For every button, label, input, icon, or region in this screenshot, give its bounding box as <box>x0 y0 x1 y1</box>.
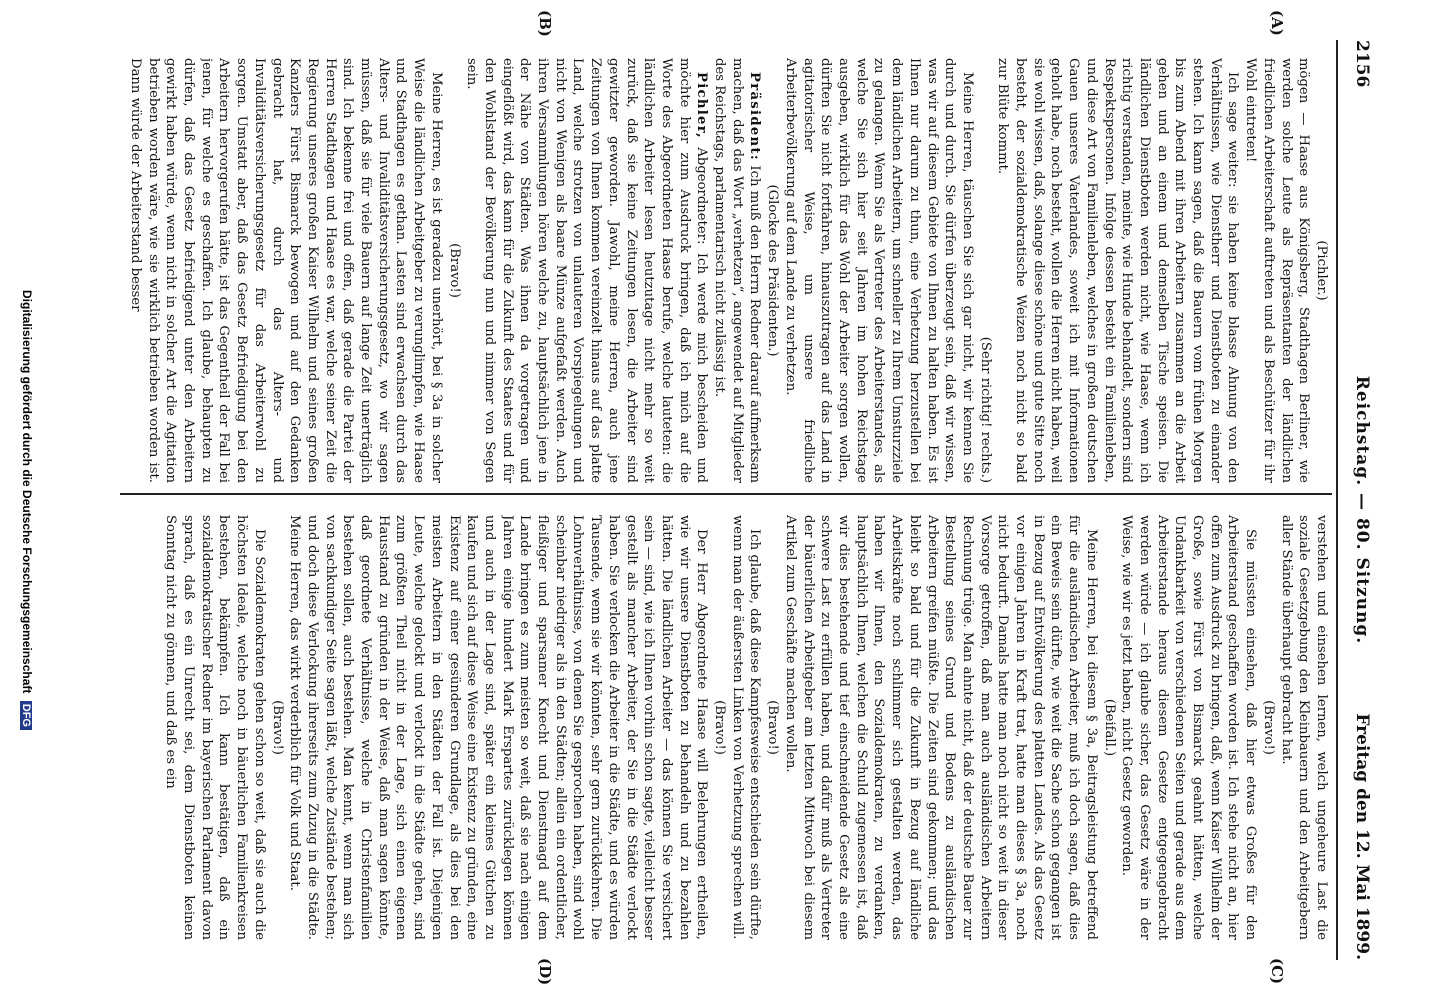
reaction: (Beifall.) <box>1101 698 1117 757</box>
reaction: (Bravo!) <box>712 700 728 755</box>
paragraph: verstehen und einsehen lernen, welch ungeheure Last die soziale Gesetzgebung den Kleinbauern und den Arbeitgebern aller Stände überhaupt gebracht hat. <box>1278 515 1329 940</box>
margin-marker-d: (D) <box>536 958 554 986</box>
reaction: (Bravo!) <box>269 700 285 755</box>
margin-marker-a: (A) <box>1268 10 1286 36</box>
digitization-credit <box>20 160 34 860</box>
margin-marker-b: (B) <box>536 10 554 37</box>
reaction: (Sehr richtig! rechts.) <box>977 336 993 483</box>
paragraph: Der Herr Abgeordnete Haase will Belehrungen ertheilen, wie wir unsere Dienstboten zu behandeln und zu bezahlen hätten. Die ländlichen Arbeiter — das können Sie versichert sein — sind, wie ich Ihnen vorhin schon sagte, vielleicht besser gestellt als mancher Arbeiter, der Sie in die Städte verlockt haben. Sie verlocken die Arbeiter in die Städte, und es würden Tausende, wenn sie wir könnten, sehr gern zurückkehren. Die Lohnverhältnisse, von denen Sie gesprochen haben, sind wohl scheinbar niedriger als in den Städten; allein ein ordentlicher, fleißiger und sparsamer Knecht und Dienstmagd auf dem Lande bringen es zum meisten so weit, daß sie nach einigen Jahren einige hundert Mark Erspartes zurücklegen können und auch in der Lage sind, später ein kleines Gütchen zu kaufen und sich auf diese Weise eine Existenz zu gründen, eine Existenz auf einer gesünderen Grundlage, als dies bei den meisten Arbeitern in den Städten der Fall ist. Diejenigen Leute, welche gelockt und verlockt in die Städte gehen, sind zum größten Theil nicht in der Lage, sich einen eigenen Hausstand zu gründen in der Weise, daß man sagen könnte, daß geordnete Verhältnisse, welche in Christenfamilien bestehen sollen, auch bestehen. Man kennt, wenn man sich von sachkundiger Seite sagen läßt, welche Zustände bestehen; und doch diese Verlockung ihrerseits zum Zuzug in die Städte. Meine Herren, das wirkt verderblich für Volk und Staat. <box>287 515 710 940</box>
reaction: (Bravo!) <box>765 700 781 755</box>
paragraph: Pichler, Abgeordneter: Ich werde mich bescheiden und möchte hier zum Ausdruck bringen, daß ich mich auf die Worte des Abgeordneten Haase berufe, welche lauteten: die ländlichen Arbeiter lesen heutzutage nicht mehr so weit zurück, daß sie keine Zeitungen lesen, die Arbeiter sind gewitzter geworden. Jawohl, meine Herren, auch jene Zeitungen von Ihnen kommen vereinzelt hinaus auf das platte Land, welche strotzen von unlauteren Vorspiegelungen und nicht von Wenigen als baare Münze aufgefaßt werden. Auch ihren Versammlungen hören welche zu, hauptsächlich jene in der Nähe von Städten. Was ihnen da vorgetragen und eingeflößt wird, das kann für die Zukunft des Staates und für den Wohlstand der Bevölkerung nun und nimmer von Segen sein. <box>464 58 710 483</box>
paragraph: Die Sozialdemokraten gehen schon so weit, daß sie auch die höchsten Ideale, welche noch in bäuerlichen Familienkreisen bestehen, bekämpfen. Ich kann bestätigen, daß ein sozialdemokratischer Redner im bayerischen Parlament davon sprach, daß es ein Unrecht sei, dem Dienstboten keinen Sonntag nicht zu gönnen, und daß es ein <box>163 515 267 940</box>
paragraph: Meine Herren, täuschen Sie sich gar nicht, wir kennen Sie durch und durch. Sie dürfen überzeugt sein, daß wir wissen, was wir auf diesem Gebiete von Ihnen zu halten haben. Es ist Ihnen nur darum zu thun, eine Verhetzung herzustellen bei dem ländlichen Arbeitern, um schneller zu Ihrem Umsturzziele zu gelangen. Wenn Sie als Vertreter des Arbeiterstandes, als welche Sie sich hier seit Jahren im hohen Reichstage ausgeben, wirklich für das Wohl der Arbeiter sorgen wollen, dürften Sie nicht fortfahren, hinauszutragen auf das Land in agitatorischer Weise, um unsere friedliche Arbeiterbevölkerung auf dem Lande zu verhetzen. <box>782 58 975 483</box>
credit-text: Digitalisierung gefördert durch die Deutsche Forschungsgemeinschaft <box>20 290 34 694</box>
page-header <box>1348 40 1378 960</box>
left-column <box>120 58 1330 483</box>
paragraph: Präsident: Ich muß den Herrn Redner darauf aufmerksam machen, daß das Wort „verhetzen“, angewendet auf Mitglieder des Reichstags, parlamentarisch nicht zulässig ist. <box>712 58 763 483</box>
page-number: 2156 <box>1352 40 1372 88</box>
page-title: Reichstag. — 80. Sitzung. <box>1352 375 1372 645</box>
speaker-label: (Pichler.) <box>1314 240 1329 301</box>
right-column <box>120 515 1330 940</box>
paragraph: Ich sage weiter: sie haben keine blasse Ahnung von den Verhältnissen, wie Dienstherr und Dienstboten zu einander stehen. Ich kann sagen, daß die Bauern vom frühen Morgen bis zum Abend mit ihren Arbeitern zusammen an die Arbeit gehen und an einem und demselben Tische speisen. Die ländlichen Dienstboten werden nicht, wie Haase, wenn ich richtig verstanden, meinte, wie Hunde behandelt, sondern sind Respektspersonen. Infolge dessen besteht ein Familienleben, und diese Art von Familienleben, welches in großen deutschen Gauen unseres Vaterlandes, soweit ich mit Informationen geholt habe, noch besteht, wollen die Herren nicht haben, weil sie wohl wissen, daß, solange diese schöne und gute Sitte noch besteht, der sozialdemokratische Weizen noch nicht so bald zur Blüte kommt. <box>995 58 1241 483</box>
dfg-logo: DFG <box>20 701 32 730</box>
paragraph: Meine Herren, bei diesem § 3a, Beitragsleistung betreffend für die ausländischen Arbeiter, muß ich doch sagen, daß dies ein Beweis sein dürfte, wie weit die Sache schon gegangen ist in Bezug auf Entvölkerung des platten Landes. Als das Gesetz vor einigen Jahren in Kraft trat, hatte man dieses § 3a, noch nicht bedurft. Damals hatte man noch nicht so weit in dieser Vorsorge getroffen, daß man auch ausländischen Arbeitern Rechnung trüge. Man ahnte nicht, daß der deutsche Bauer zur Bestellung seines Grund und Bodens zu ausländischen Arbeitern greifen müßte. Die Zeiten sind gekommen; und das bleibt so bald und für die Zukunft in Bezug auf ländliche Arbeitskräfte noch schlimmer sich gestalten werden, das haben wir Ihnen, den Sozialdemokraten, zu verdanken, hauptsächlich Ihnen, welchen die Schuld zugemessen ist, daß wir dies bestehende und tief einschneidende Gesetz als eine schwere Last zu erfüllen haben, und dafür muß als Vertreter der bäuerlichen Arbeitgeber am letzten Mittwoch bei diesem Artikel zum Geschäfte machen wollen. <box>782 515 1099 940</box>
paragraph: Sie müssten einsehen, daß hier etwas Großes für den Arbeiterstand geschaffen worden ist. Ich stehe nicht an, hier offen zum Ausdruck zu bringen, daß, wenn Kaiser Wilhelm der Große, sowie Fürst von Bismarck geahnt hätten, welche Undankbarkeit von verschiedenen Seiten und gerade aus dem Arbeiterstande heraus diesem Gesetze entgegengebracht werden würde — ich glaube sicher, das Gesetz wäre in der Weise, wie wir es jetzt haben, nicht Gesetz geworden. <box>1119 515 1259 940</box>
reaction: (Bravo!) <box>1260 700 1276 755</box>
session-date: Freitag den 12. Mai 1899. <box>1352 713 1372 960</box>
paragraph: Ich glaube, daß diese Kampfesweise entschieden sein dürfte, wenn man der äußersten Linken von Verhetzung sprechen will. <box>729 515 763 940</box>
speaker-name: Präsident: <box>747 72 763 162</box>
column-divider <box>120 493 1332 495</box>
header-rule <box>1336 40 1338 960</box>
paragraph: Meine Herren, es ist geradezu unerhört, bei § 3a in solcher Weise die ländlichen Arbeitgeber zu verunglimpfen, wie Haase und Stadthagen es gethan. Lasten sind erwachsen durch das Alters- und Invaliditätsversicherungsgesetz, wo wir sagen müssen, daß sie für viele Bauern auf lange Zeit unerträglich sind. Ich bekenne frei und offen, daß gerade die Partei der Herren Stadthagen und Haase es war, welche seiner Zeit die Regierung unseres großen Kaiser Wilhelm und seines großen Kanzlers Fürst Bismarck bewogen und auf den Gedanken gebracht hat, durch das Alters- und Invaliditätsversicherungsgesetz für das Arbeiterwohl zu sorgen. Umstatt aber, daß das Gesetz Befriedigung bei den Arbeitern hervorgerufen hätte, ist das Gegentheil der Fall bei jenen, für welche es geschaffen. Ich glaube, behaupten zu dürfen, daß das Gesetz befriedigend unter den Arbeitern gewirkt haben würde, wenn nicht in solcher Art die Agitation betrieben worden wäre, wie sie wirklich betrieben worden ist. Dann würde der Arbeiterstand besser <box>127 58 444 483</box>
reaction: (Glocke des Präsidenten.) <box>765 184 781 357</box>
paragraph: mögen — Haase aus Königsberg, Stadthagen Berliner, wie werden solche Leute als Repräsentanten der ländlichen friedlichen Arbeiterschaft auftreten und als Beschützer für ihr Wohl eintreten! <box>1243 58 1312 483</box>
reaction: (Bravo!) <box>446 243 462 298</box>
speaker-name: Pichler, <box>694 72 710 139</box>
margin-marker-c: (C) <box>1268 958 1286 985</box>
